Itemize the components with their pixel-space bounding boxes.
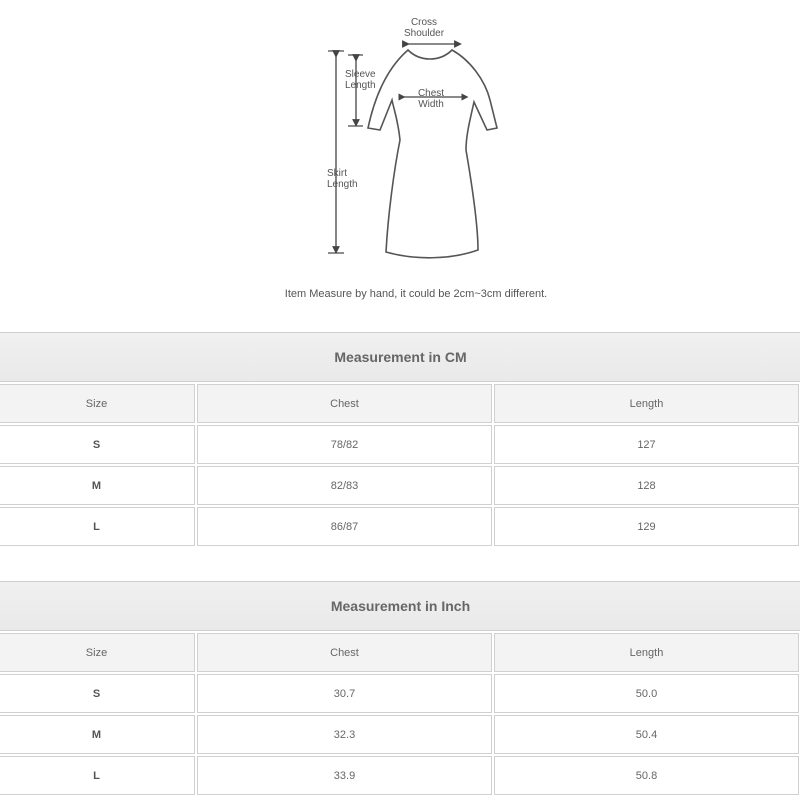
dress-outline-icon [0, 0, 800, 320]
header-size: Size [0, 384, 195, 423]
measurement-diagram [0, 0, 800, 320]
header-length: Length [494, 384, 799, 423]
length-cell: 50.0 [494, 674, 799, 713]
table-row [0, 756, 800, 795]
size-cell: L [0, 756, 195, 795]
size-table-cm [0, 332, 800, 548]
size-cell: S [0, 674, 195, 713]
skirt-length-label: Skirt Length [327, 168, 358, 190]
header-chest: Chest [197, 633, 492, 672]
table-header-row [0, 633, 800, 672]
length-cell: 128 [494, 466, 799, 505]
size-cell: L [0, 507, 195, 546]
table-row [0, 466, 800, 505]
chest-cell: 32.3 [197, 715, 492, 754]
chest-width-label: Chest Width [417, 88, 445, 110]
size-cell: S [0, 425, 195, 464]
length-cell: 129 [494, 507, 799, 546]
header-length: Length [494, 633, 799, 672]
size-cell: M [0, 715, 195, 754]
header-chest: Chest [197, 384, 492, 423]
length-cell: 127 [494, 425, 799, 464]
table-row [0, 507, 800, 546]
table-row [0, 425, 800, 464]
table-row [0, 715, 800, 754]
table-row [0, 674, 800, 713]
length-cell: 50.4 [494, 715, 799, 754]
chest-cell: 30.7 [197, 674, 492, 713]
chest-cell: 86/87 [197, 507, 492, 546]
size-cell: M [0, 466, 195, 505]
cross-shoulder-label: Cross Shoulder [404, 17, 445, 39]
table-title: Measurement in CM [0, 332, 800, 382]
chest-cell: 82/83 [197, 466, 492, 505]
chest-cell: 78/82 [197, 425, 492, 464]
measure-note: Item Measure by hand, it could be 2cm~3cm different. [284, 288, 548, 300]
table-title: Measurement in Inch [0, 581, 800, 631]
chest-cell: 33.9 [197, 756, 492, 795]
size-table-inch [0, 581, 800, 797]
header-size: Size [0, 633, 195, 672]
table-header-row [0, 384, 800, 423]
length-cell: 50.8 [494, 756, 799, 795]
sleeve-length-label: Sleeve Length [345, 69, 376, 91]
